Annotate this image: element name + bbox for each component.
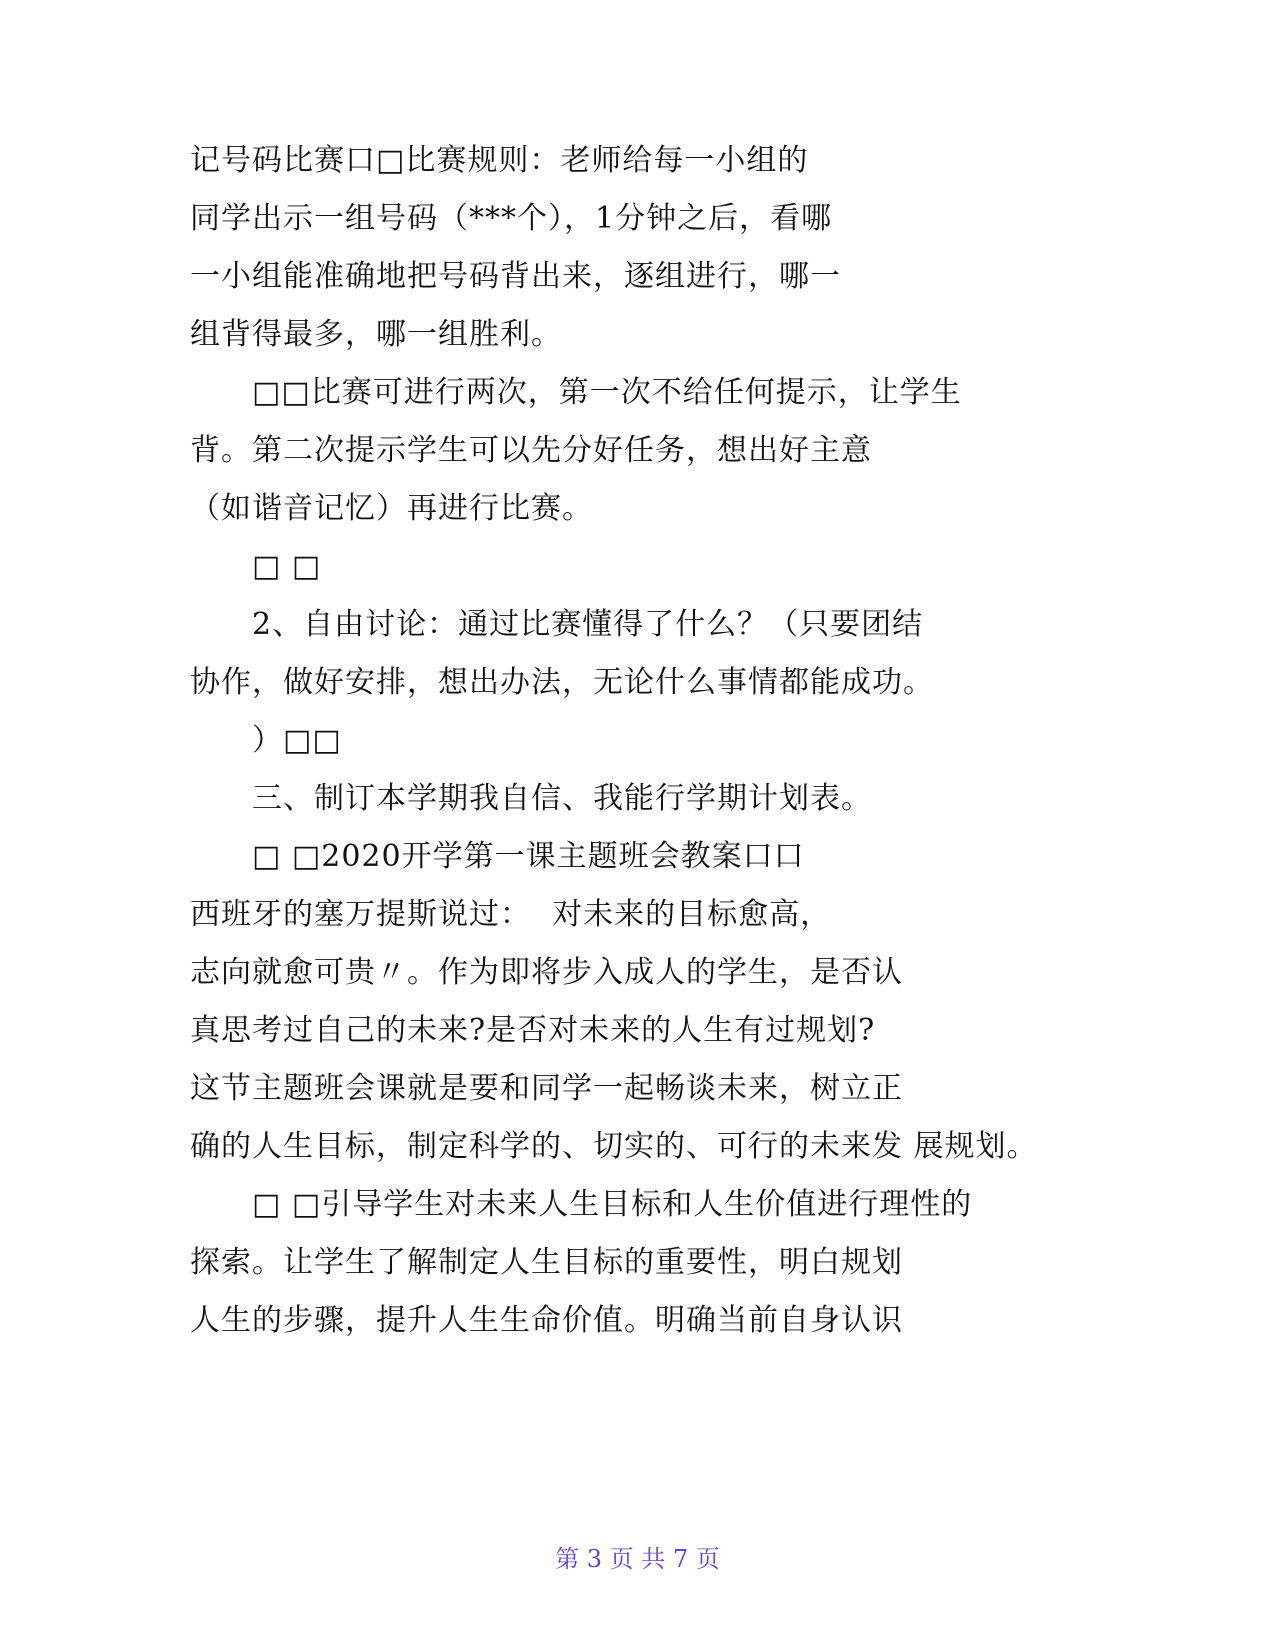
text-line: □ □引导学生对未来人生目标和人生价值进行理性的	[252, 1187, 973, 1222]
text-line: 记号码比赛口□比赛规则：老师给每一小组的	[190, 143, 809, 178]
text-line: □□比赛可进行两次，第一次不给任何提示，让学生	[252, 375, 962, 410]
text-line: 一小组能准确地把号码背出来，逐组进行，哪一	[190, 259, 841, 294]
text-line: 三、制订本学期我自信、我能行学期计划表。	[252, 781, 872, 816]
text-line: （如谐音记忆）再进行比赛。	[190, 491, 593, 526]
text-line: 协作，做好安排，想出办法，无论什么事情都能成功。	[190, 665, 934, 700]
text-line: 志向就愈可贵〃。作为即将步入成人的学生，是否认	[190, 955, 903, 990]
text-line: 西班牙的塞万提斯说过： 对未来的目标愈高，	[190, 897, 832, 932]
text-line: ）□□	[252, 723, 342, 758]
text-line: 探索。让学生了解制定人生目标的重要性，明白规划	[190, 1245, 903, 1280]
text-line: 确的人生目标，制定科学的、切实的、可行的未来发 展规划。	[190, 1129, 1038, 1164]
text-line: 2、自由讨论：通过比赛懂得了什么？（只要团结	[252, 607, 924, 642]
text-line: 背。第二次提示学生可以先分好任务，想出好主意	[190, 433, 872, 468]
text-line: 组背得最多，哪一组胜利。	[190, 317, 562, 352]
text-line: 真思考过自己的未来?是否对未来的人生有过规划?	[190, 1013, 876, 1048]
text-line: 这节主题班会课就是要和同学一起畅谈未来，树立正	[190, 1071, 903, 1106]
text-line: □ □2020开学第一课主题班会教案口口	[252, 839, 805, 874]
text-line: 人生的步骤，提升人生生命价值。明确当前自身认识	[190, 1303, 903, 1338]
text-line: □ □	[252, 549, 322, 584]
page-number-footer: 第 3 页 共 7 页	[555, 1545, 720, 1573]
text-line: 同学出示一组号码（***个），1分钟之后，看哪	[190, 201, 833, 236]
